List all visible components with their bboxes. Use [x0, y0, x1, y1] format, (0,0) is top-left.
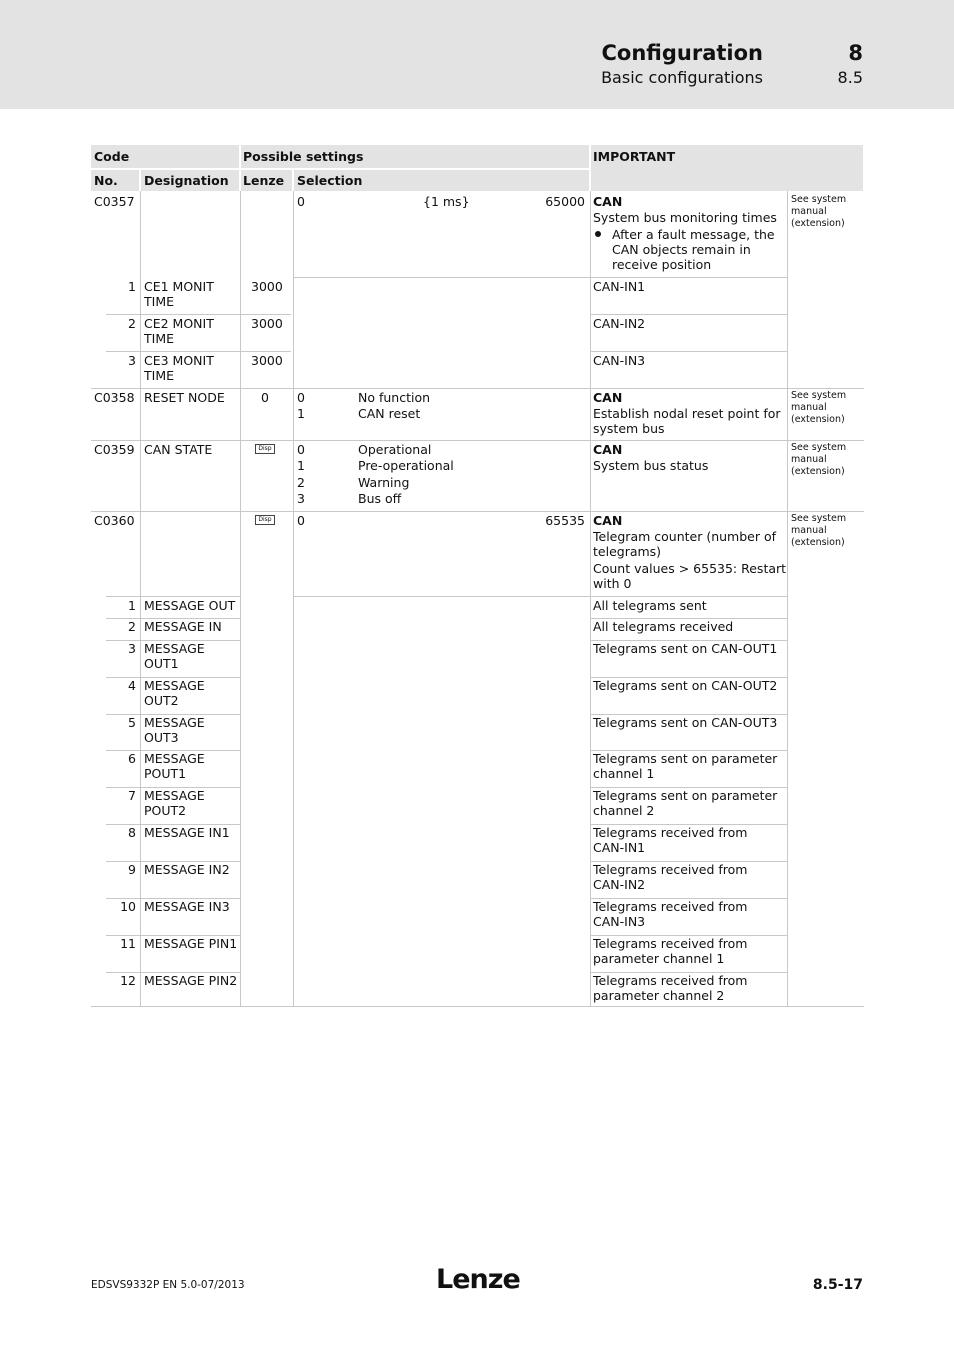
see-system-line: manual	[791, 402, 827, 413]
sel-min: 0	[297, 194, 305, 209]
sub-important: CAN-IN1	[593, 279, 646, 294]
sub-designation: TIME	[144, 331, 175, 346]
sub-important: parameter channel 1	[593, 951, 725, 966]
sub-important: Telegrams sent on parameter	[593, 751, 778, 766]
sub-no: 3	[128, 353, 136, 368]
sub-important: Telegrams received from	[593, 936, 748, 951]
lenze-value: 0	[261, 390, 269, 405]
option-text: CAN reset	[358, 406, 421, 421]
sub-designation: MESSAGE	[144, 678, 205, 693]
imp-text: system bus	[593, 421, 665, 436]
th-lenze: Lenze	[243, 173, 285, 188]
option-text: Operational	[358, 442, 432, 457]
th-designation: Designation	[144, 173, 229, 188]
sub-no: 2	[128, 316, 136, 331]
sub-no: 6	[128, 751, 136, 766]
sub-no: 3	[128, 641, 136, 656]
sub-important: Telegrams sent on CAN-OUT2	[593, 678, 778, 693]
sub-important: channel 1	[593, 766, 655, 781]
imp-title: CAN	[593, 194, 623, 209]
sub-designation: MESSAGE OUT	[144, 598, 236, 613]
imp-bullet-line: receive position	[612, 257, 712, 272]
vline	[293, 191, 294, 1006]
option-value: 2	[297, 475, 305, 490]
lenze-logo: Lenze	[436, 1264, 520, 1295]
sub-no: 1	[128, 279, 136, 294]
section-title: Basic configurations	[601, 68, 763, 87]
hline	[91, 440, 864, 441]
sub-designation: TIME	[144, 294, 175, 309]
display-only-icon: Disp	[255, 515, 275, 525]
sub-no: 2	[128, 619, 136, 634]
sub-no: 12	[120, 973, 136, 988]
sub-designation: OUT2	[144, 693, 179, 708]
option-text: Warning	[358, 475, 410, 490]
sel-max: 65000	[545, 194, 585, 209]
sub-designation: POUT1	[144, 766, 187, 781]
imp-bullet-line: After a fault message, the	[612, 227, 775, 242]
sub-designation: MESSAGE IN	[144, 619, 222, 634]
sub-important: Telegrams received from	[593, 825, 748, 840]
th-possible-settings: Possible settings	[243, 149, 364, 164]
sub-important: All telegrams received	[593, 619, 734, 634]
hline	[106, 351, 291, 352]
sub-designation: MESSAGE PIN1	[144, 936, 238, 951]
sub-lenze: 3000	[251, 316, 283, 331]
hline	[591, 314, 787, 315]
sub-important: CAN-IN3	[593, 353, 646, 368]
vline	[787, 191, 788, 1006]
sub-important: CAN-IN1	[593, 840, 646, 855]
section-number: 8.5	[837, 68, 863, 87]
see-system-line: (extension)	[791, 414, 845, 425]
chapter-number: 8	[848, 41, 863, 65]
sel-max: 65535	[545, 513, 585, 528]
see-system-line: (extension)	[791, 537, 845, 548]
sub-designation: MESSAGE IN1	[144, 825, 230, 840]
sub-important: All telegrams sent	[593, 598, 707, 613]
sub-designation: MESSAGE IN3	[144, 899, 230, 914]
sub-no: 1	[128, 598, 136, 613]
sub-designation: CE3 MONIT	[144, 353, 214, 368]
see-system-line: See system	[791, 513, 847, 524]
sub-designation: MESSAGE	[144, 788, 205, 803]
bullet-icon	[595, 231, 601, 237]
sub-important: Telegrams sent on CAN-OUT1	[593, 641, 778, 656]
code-c0357: C0357	[94, 194, 135, 209]
sub-no: 9	[128, 862, 136, 877]
sub-designation: MESSAGE	[144, 751, 205, 766]
sub-lenze: 3000	[251, 279, 283, 294]
sel-min: 0	[297, 513, 305, 528]
sub-designation: MESSAGE IN2	[144, 862, 230, 877]
sub-important: Telegrams sent on parameter	[593, 788, 778, 803]
option-text: No function	[358, 390, 431, 405]
imp-title: CAN	[593, 442, 623, 457]
option-value: 0	[297, 390, 305, 405]
th-no: No.	[94, 173, 118, 188]
sub-important: parameter channel 2	[593, 988, 725, 1003]
option-value: 0	[297, 442, 305, 457]
sub-designation: OUT3	[144, 730, 179, 745]
code-c0358: C0358	[94, 390, 135, 405]
sub-important: channel 2	[593, 803, 655, 818]
sub-important: Telegrams received from	[593, 899, 748, 914]
see-system-line: manual	[791, 525, 827, 536]
sel-unit: {1 ms}	[423, 194, 470, 209]
sub-no: 10	[120, 899, 136, 914]
sub-no: 8	[128, 825, 136, 840]
option-value: 3	[297, 491, 305, 506]
sub-designation: CE2 MONIT	[144, 316, 214, 331]
see-system-line: manual	[791, 454, 827, 465]
sub-designation: MESSAGE	[144, 715, 205, 730]
imp-title: CAN	[593, 513, 623, 528]
sub-no: 7	[128, 788, 136, 803]
sub-important: Telegrams sent on CAN-OUT3	[593, 715, 778, 730]
code-c0360: C0360	[94, 513, 135, 528]
sub-lenze: 3000	[251, 353, 283, 368]
sub-designation: TIME	[144, 368, 175, 383]
th-selection: Selection	[297, 173, 363, 188]
sub-designation: POUT2	[144, 803, 187, 818]
th-code: Code	[94, 149, 130, 164]
code-c0359: C0359	[94, 442, 135, 457]
footer-doc-id: EDSVS9332P EN 5.0-07/2013	[91, 1279, 245, 1291]
designation: CAN STATE	[144, 442, 213, 457]
sub-no: 4	[128, 678, 136, 693]
option-value: 1	[297, 406, 305, 421]
hline	[591, 351, 787, 352]
imp-text: Count values > 65535: Restart	[593, 561, 787, 576]
hline	[591, 596, 787, 597]
sub-designation: MESSAGE	[144, 641, 205, 656]
see-system-line: (extension)	[791, 466, 845, 477]
imp-bullet-line: CAN objects remain in	[612, 242, 751, 257]
hline	[91, 1006, 864, 1007]
sub-important: CAN-IN3	[593, 914, 646, 929]
see-system-line: See system	[791, 390, 847, 401]
sub-designation: OUT1	[144, 656, 179, 671]
th-important: IMPORTANT	[593, 149, 676, 164]
header-band	[0, 0, 954, 109]
sub-important: Telegrams received from	[593, 862, 748, 877]
sub-important: Telegrams received from	[593, 973, 748, 988]
hline	[293, 277, 591, 278]
designation: RESET NODE	[144, 390, 225, 405]
imp-text: with 0	[593, 576, 632, 591]
imp-title: CAN	[593, 390, 623, 405]
imp-text: Establish nodal reset point for	[593, 406, 781, 421]
hline	[106, 314, 291, 315]
sub-important: CAN-IN2	[593, 877, 646, 892]
hline	[293, 596, 591, 597]
see-system-line: See system	[791, 442, 847, 453]
imp-text: System bus status	[593, 458, 709, 473]
sub-important: CAN-IN2	[593, 316, 646, 331]
chapter-title: Configuration	[601, 41, 763, 65]
display-only-icon: Disp	[255, 444, 275, 454]
sub-designation: CE1 MONIT	[144, 279, 214, 294]
imp-text: System bus monitoring times	[593, 210, 777, 225]
hline	[106, 596, 240, 597]
option-value: 1	[297, 458, 305, 473]
hline	[91, 511, 864, 512]
page-number: 8.5-17	[812, 1277, 863, 1293]
hline	[591, 277, 787, 278]
sub-designation: MESSAGE PIN2	[144, 973, 238, 988]
option-text: Pre-operational	[358, 458, 454, 473]
see-system-line: See system	[791, 194, 847, 205]
option-text: Bus off	[358, 491, 402, 506]
hline	[91, 388, 864, 389]
see-system-line: manual	[791, 206, 827, 217]
see-system-line: (extension)	[791, 218, 845, 229]
sub-no: 11	[120, 936, 136, 951]
imp-text: Telegram counter (number of	[593, 529, 777, 544]
imp-text: telegrams)	[593, 544, 662, 559]
sub-no: 5	[128, 715, 136, 730]
